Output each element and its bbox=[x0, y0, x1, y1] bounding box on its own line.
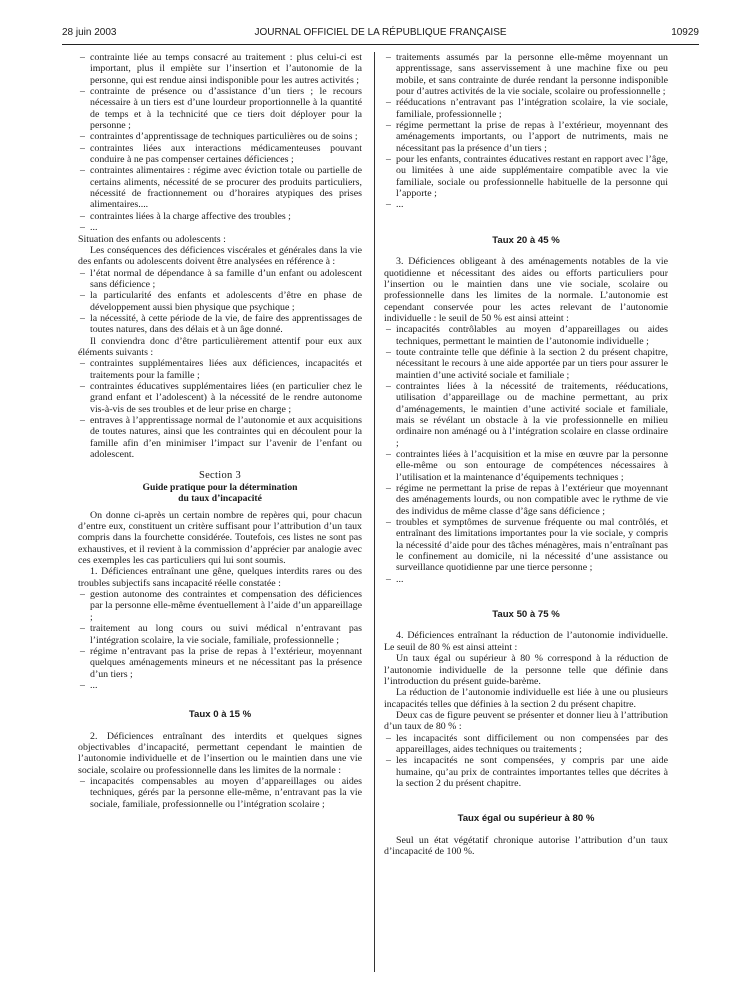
point-4: 4. Déficiences entraînant la réduction de l’autonomie individuelle. Le seuil de 80 % est ainsi atteint : bbox=[384, 630, 668, 653]
list-item: – régime permettant la prise de repas à l’extérieur, moyennant des aménagements importants, ou l’apport de nutriments, mais ne nécessitant pas la présence d’un tiers ; bbox=[384, 120, 668, 154]
list-item: – les incapacités sont difficilement ou non compensées par des appareillages, aides techniques ou traitements ; bbox=[384, 733, 668, 756]
header-rule bbox=[62, 44, 699, 45]
header-title: JOURNAL OFFICIEL DE LA RÉPUBLIQUE FRANÇAISE bbox=[254, 27, 507, 38]
paragraph: La réduction de l’autonomie individuelle est liée à une ou plusieurs incapacités telles que définies à la section 2 du présent chapitre. bbox=[384, 687, 668, 710]
consequences-paragraph: Les conséquences des déficiences viscérales et générales dans la vie des enfants ou adolescents doivent être analysées en référence à : bbox=[78, 244, 362, 268]
point-1-list bbox=[78, 589, 362, 691]
point-2-continued-list bbox=[384, 52, 668, 211]
list-item: – contrainte de présence ou d’assistance d’un tiers ; le recours nécessaire à un tiers est d’une lourdeur proportionnelle à la quantité de temps et à la technicité que ce tiers doit déployer pour la personne ; bbox=[78, 86, 362, 131]
list-item: – ... bbox=[78, 222, 362, 233]
list-item: – les incapacités ne sont compensées, y compris par une aide humaine, qu’au prix de contraintes importantes telles que décrites à la section 2 du présent chapitre. bbox=[384, 755, 668, 789]
list-item: – l’état normal de dépendance à sa famille d’un enfant ou adolescent sans déficience ; bbox=[78, 268, 362, 291]
taux-heading: Taux égal ou supérieur à 80 % bbox=[457, 813, 595, 825]
list-item: – ... bbox=[78, 680, 362, 691]
list-item: – traitements assumés par la personne elle-même moyennant un apprentissage, sans asservissement à une machine fixe ou peu mobile, et sans contrainte de durée rendant la personne indisponible pour d’autres activités de la vie sociale, scolaire ou professionnelle ; bbox=[384, 52, 668, 97]
point-1: 1. Déficiences entraînant une gêne, quelques interdits rares ou des troubles subjectifs sans incapacité réelle constatée : bbox=[78, 566, 362, 589]
taux-heading: Taux 20 à 45 % bbox=[492, 234, 560, 246]
list-item: – contraintes supplémentaires liées aux déficiences, incapacités et traitements pour la famille ; bbox=[78, 358, 362, 381]
page-header bbox=[62, 27, 699, 41]
paragraph: Un taux égal ou supérieur à 80 % correspond à la réduction de l’autonomie individuelle de la personne telle que définie dans l’introduction du présent guide-barème. bbox=[384, 653, 668, 687]
taux-heading: Taux 50 à 75 % bbox=[492, 609, 560, 621]
header-page-number: 10929 bbox=[671, 27, 699, 38]
list-item: – pour les enfants, contraintes éducatives restant en rapport avec l’âge, ou limitées à une aide supplémentaire compatible avec la vie familiale, sociale ou professionnelle habituelle de la personne qui l’apporte ; bbox=[384, 154, 668, 199]
list-item: – contraintes alimentaires : régime avec éviction totale ou partielle de certains aliments, nécessité de se procurer des produits particuliers, nécessité de fractionnement ou d’horaires atypiques des prises alimentaires.... bbox=[78, 165, 362, 210]
section-subtitle: du taux d’incapacité bbox=[178, 492, 262, 504]
paragraph: Seul un état végétatif chronique autorise l’attribution d’un taux d’incapacité de 100 %. bbox=[384, 834, 668, 857]
list-item: – ... bbox=[384, 199, 668, 210]
intro-paragraph: On donne ci-après un certain nombre de repères qui, pour chacun d’entre eux, constituent un critère suffisant pour l’attribution d’un taux compris dans la fourchette considérée. Toutefois, ces listes ne sont pas exhaustives, et il revient à la commission d’apprécier par analogie avec ces exemples les cas particuliers qui lui sont soumis. bbox=[78, 509, 362, 567]
point-2-list bbox=[78, 776, 362, 810]
list-item: – incapacités contrôlables au moyen d’appareillages ou aides techniques, permettant le maintien de l’autonomie individuelle ; bbox=[384, 324, 668, 347]
list-item: – contraintes d’apprentissage de techniques particulières ou de soins ; bbox=[78, 131, 362, 142]
header-date: 28 juin 2003 bbox=[62, 27, 117, 38]
paragraph: Deux cas de figure peuvent se présenter et donner lieu à l’attribution d’un taux de 80 % : bbox=[384, 709, 668, 733]
list-item: – toute contrainte telle que définie à la section 2 du présent chapitre, nécessitant le recours à une aide apportée par un tiers pour assurer le maintien d’une activité sociale et familiale ; bbox=[384, 347, 668, 381]
list-item: – troubles et symptômes de survenue fréquente ou mal contrôlés, et entraînant des limitations importantes pour la vie sociale, y compris la nécessité d’aide pour des tâches ménagères, mais n’entraînant pas le confinement au domicile, ni la nécessité d’une assistance ou surveillance quotidienne par une tierce personne ; bbox=[384, 517, 668, 574]
list-item: – gestion autonome des contraintes et compensation des déficiences par la personne elle-même éventuellement à l’aide d’un appareillage ; bbox=[78, 589, 362, 623]
list-item: – contraintes éducatives supplémentaires liées (en particulier chez le grand enfant et l’adolescent) à la nécessité de le rendre autonome vis-à-vis de ses troubles et de leur prise en charge ; bbox=[78, 381, 362, 415]
right-column bbox=[384, 52, 668, 857]
list-item: – incapacités compensables au moyen d’appareillages ou aides techniques, gérés par la personne elle-même, n’entravant pas la vie sociale, familiale, professionnelle ou l’intégration scolaire ; bbox=[78, 776, 362, 810]
section-subtitle: Guide pratique pour la détermination bbox=[142, 481, 298, 493]
list-item: – rééducations n’entravant pas l’intégration scolaire, la vie sociale, familiale, professionnelle ; bbox=[384, 97, 668, 120]
taux-heading: Taux 0 à 15 % bbox=[188, 709, 252, 721]
point-3: 3. Déficiences obligeant à des aménagements notables de la vie quotidienne et nécessitant des aides ou efforts particuliers pour l’insertion ou le maintien dans une vie sociale, scolaire ou professionnelle dans les limites de la normale. L’autonomie est cependant conservée pour les actes relevant de l’autonomie individuelle : le seuil de 50 % est ainsi atteint : bbox=[384, 256, 668, 324]
list-item: – régime n’entravant pas la prise de repas à l’extérieur, moyennant quelques aménagements mineurs et ne nécessitant pas la présence d’un tiers ; bbox=[78, 646, 362, 680]
list-item: – contrainte liée au temps consacré au traitement : plus celui-ci est important, plus il empiète sur l’insertion et l’autonomie de la personne, qui est rendue ainsi indisponible pour les autres activités ; bbox=[78, 52, 362, 86]
attentif-paragraph: Il conviendra donc d’être particulièrement attentif pour eux aux éléments suivants : bbox=[78, 335, 362, 358]
constraints-list bbox=[78, 52, 362, 234]
list-item: – la particularité des enfants et adolescents d’être en phase de développement aussi bien physique que psychique ; bbox=[78, 290, 362, 313]
list-item: – contraintes liées à la nécessité de traitements, rééducations, utilisation d’appareillage ou de machine permettant, au prix d’aménagements, le maintien d’une activité sociale et familiale, mais se révélant un obstacle à la vie professionnelle en milieu ordinaire non aménagé ou à l’intégration scolaire en classe ordinaire ; bbox=[384, 381, 668, 449]
list-item: – contraintes liées aux interactions médicamenteuses pouvant conduire à ne pas compenser certaines déficiences ; bbox=[78, 143, 362, 166]
point-2: 2. Déficiences entraînant des interdits et quelques signes objectivables d’incapacité, permettant cependant le maintien de l’autonomie individuelle et de l’insertion ou le maintien dans une vie sociale, scolaire ou professionnelle dans les limites de la normale : bbox=[78, 730, 362, 776]
list-item: – contraintes liées à l’acquisition et la mise en œuvre par la personne elle-même ou son entourage de compétences nécessaires à l’utilisation et la maintenance d’équipements techniques ; bbox=[384, 449, 668, 483]
list-item: – la nécessité, à cette période de la vie, de faire des apprentissages de toutes natures, dans des délais et à un âge donné. bbox=[78, 313, 362, 336]
reference-list bbox=[78, 268, 362, 336]
section-title: Section 3 bbox=[198, 470, 242, 482]
list-item: – contraintes liées à la charge affective des troubles ; bbox=[78, 211, 362, 222]
list-item: – entraves à l’apprentissage normal de l’autonomie et aux acquisitions de toutes natures, ainsi que les contraintes qui en découlent pour la famille afin d’en minimiser l’impact sur l’avenir de l’enfant ou adolescent. bbox=[78, 415, 362, 460]
situation-heading: Situation des enfants ou adolescents : bbox=[78, 233, 226, 245]
list-item: – traitement au long cours ou suivi médical n’entravant pas l’intégration scolaire, la vie sociale, familiale, professionnelle ; bbox=[78, 623, 362, 646]
list-item: – régime ne permettant la prise de repas à l’extérieur que moyennant des aménagements lourds, ou non compatible avec le rythme de vie des individus de même classe d’âge sans déficience ; bbox=[384, 483, 668, 517]
column-divider bbox=[374, 52, 375, 972]
point-3-list bbox=[384, 324, 668, 585]
cases-list bbox=[384, 733, 668, 790]
elements-list bbox=[78, 358, 362, 460]
left-column bbox=[78, 52, 362, 810]
list-item: – ... bbox=[384, 574, 668, 585]
